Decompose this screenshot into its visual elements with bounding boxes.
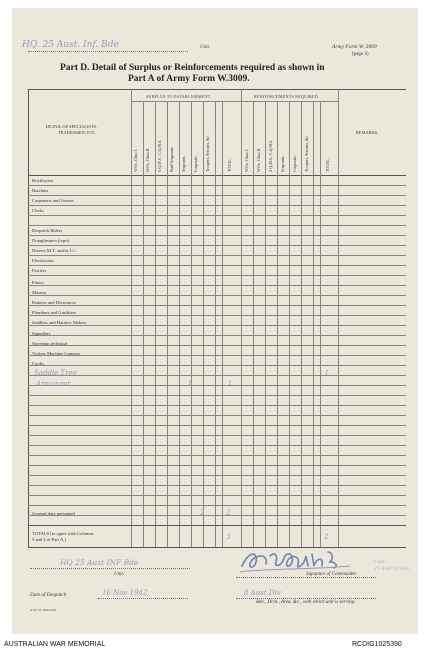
archive-id: RCDIG1025390 (352, 641, 402, 648)
col-line (155, 101, 156, 547)
archive-name: AUSTRALIAN WAR MEMORIAL (4, 641, 106, 648)
row-line (28, 185, 406, 186)
row-line (28, 395, 406, 396)
row-line (28, 295, 406, 296)
unit-label-bottom: Unit. (114, 572, 125, 577)
row-line (28, 365, 406, 366)
row-label-drivers: Drivers M.T. and/or I.C. (32, 248, 77, 253)
row-line (28, 485, 406, 486)
col-line (289, 101, 290, 547)
row-label-fitters: Fitters (32, 280, 44, 285)
col-line (215, 101, 216, 547)
surplus-group-header: SURPLUS TO ESTABLISHMENT. (146, 94, 212, 99)
col-line (320, 101, 321, 547)
row-label-painters: Painters and Decorators (32, 300, 76, 305)
signature-line (236, 577, 376, 578)
col-surplus-corporals: Corporals. (193, 155, 198, 172)
col-line (277, 101, 278, 547)
handwritten-gd-surplus-total: 2 (226, 509, 231, 517)
col-line (241, 89, 242, 547)
handwritten-unit: HQ. 25 Aust. Inf. Bde (22, 40, 119, 50)
row-line (28, 235, 406, 236)
handwritten-tally: 1 (228, 380, 232, 387)
row-label-electricians: Electricians (32, 258, 54, 263)
signature-label: Signature of Commander. (306, 572, 358, 577)
row-label-bricklayers: Bricklayers (32, 178, 54, 183)
row-line (28, 225, 406, 226)
handwritten-row-2: Armourer (36, 380, 71, 388)
row-line (28, 375, 406, 376)
row-line (28, 505, 406, 506)
totals-label-line-2: 3 and 4 of Part A.) (32, 537, 66, 542)
row-line (28, 275, 406, 276)
form-title-line-2: Part A of Army Form W.3009. (128, 74, 250, 84)
header-bottom-rule (28, 175, 406, 176)
detail-header-line-1: DETAIL OF SPECIALISTS, (46, 124, 98, 129)
col-line (222, 101, 223, 547)
detail-header-line-2: TRADESMEN, ETC. (58, 130, 97, 135)
handwritten-tally: 1 (188, 380, 192, 387)
archive-footer (0, 637, 430, 654)
row-line (28, 425, 406, 426)
row-line (28, 335, 406, 336)
row-line (28, 415, 406, 416)
col-surplus-sergeants: Sergeants. (181, 155, 186, 172)
row-label-masons: Masons (32, 290, 47, 295)
col-reinf-troopers: Troopers, Privates, &c. (304, 134, 309, 172)
col-surplus-wo-class-2: W.Os. Class II. (145, 147, 150, 172)
row-label-cooks: Cooks (32, 361, 44, 366)
row-label-general-duty: General duty personnel (32, 511, 75, 516)
row-line (28, 495, 406, 496)
row-line (28, 465, 406, 466)
handwritten-totals-surplus: 3 (226, 533, 231, 541)
col-line (179, 101, 180, 547)
bde-line (236, 598, 376, 599)
row-line (28, 445, 406, 446)
col-surplus-troopers: Troopers, Privates, &c. (205, 134, 210, 172)
col-reinf-sqms: S.Q.M.S.: C.Q.M.S. (268, 139, 273, 172)
col-line (143, 101, 144, 547)
form-title-line-1: Part D. Detail of Surplus or Reinforcements required as shown in (60, 63, 325, 73)
unit-label: Unit. (200, 45, 211, 50)
unit-line (28, 51, 188, 52)
table-top-border (28, 89, 406, 90)
row-line (28, 195, 406, 196)
row-label-signallers: Signallers (32, 331, 51, 336)
row-line (28, 265, 406, 266)
row-line (28, 385, 406, 386)
row-label-saddlers: Saddlers and Harness Makers (32, 320, 87, 325)
row-label-storemen: Storeman technical (32, 341, 68, 346)
row-line (28, 435, 406, 436)
col-line (313, 101, 314, 547)
col-surplus-wo-class-1: W.Os. Class I. (133, 149, 138, 172)
col-line (338, 89, 339, 547)
row-label-vickers-gunners: Vickers Machine Gunners (32, 351, 80, 356)
handwritten-totals-reinforcements: 2 (324, 533, 329, 541)
row-line (28, 305, 406, 306)
row-label-butchers: Butchers (32, 188, 49, 193)
col-line (301, 101, 302, 547)
row-line (28, 255, 406, 256)
col-reinf-total: TOTAL. (325, 158, 330, 172)
row-label-plumbers: Plumbers and Gasfitters (32, 310, 77, 315)
col-line (265, 101, 266, 547)
row-line (28, 345, 406, 346)
row-line (28, 285, 406, 286)
row-line (28, 245, 406, 246)
handwritten-bde-date: 8 Aust Div (244, 589, 281, 597)
col-line (167, 101, 168, 547)
despatch-date-label: Date of Despatch (30, 592, 67, 598)
col-line (131, 89, 132, 547)
form-number: Army Form W. 3009 (332, 44, 377, 50)
handwritten-gd-surplus-value: 2 (200, 509, 205, 517)
col-surplus-staff-sergeants: Staff-Sergeants. (169, 146, 174, 172)
row-label-despatch-riders: Despatch Riders (32, 228, 63, 233)
row-line (28, 475, 406, 476)
col-surplus-sqms: S.Q.M.S.: C.Q.M.S. (157, 139, 162, 172)
row-label-carpenters: Carpenters and Joiners (32, 198, 74, 203)
handwritten-row-1: Saddle Tree (34, 369, 77, 377)
row-label-draughtsmen: Draughtsmen (topo) (32, 238, 70, 243)
row-line (28, 205, 406, 206)
col-line (203, 101, 204, 547)
row-line (28, 405, 406, 406)
date-line (98, 598, 188, 599)
handwritten-despatch-date: 16 Nov 1942 (102, 589, 148, 597)
row-label-clerks: Clerks (32, 208, 44, 213)
row-line (28, 515, 406, 516)
row-label-farriers: Farriers (32, 268, 47, 273)
remarks-header: REMARKS. (356, 130, 379, 135)
col-surplus-total: TOTAL. (227, 158, 232, 172)
totals-label-line-1: TOTALS (to agree with Columns (32, 531, 94, 536)
col-reinf-wo-class-2: W.Os. Class II. (256, 147, 261, 172)
col-reinf-corporals: Corporals. (292, 155, 297, 172)
col-line (191, 101, 192, 547)
col-reinf-wo-class-1: W.Os. Class I. (244, 149, 249, 172)
printer-code: A.W. 2b 10m 6/42 (30, 608, 56, 612)
page-number: (page 2) (352, 52, 369, 57)
row-line (28, 325, 406, 326)
table-left-border (28, 89, 29, 547)
handwritten-rank: Capt. (374, 560, 387, 565)
row-line (28, 315, 406, 316)
col-line (253, 101, 254, 547)
group-header-rule (132, 101, 338, 102)
row-line (28, 525, 406, 526)
row-line (28, 355, 406, 356)
reinforcements-group-header: REINFORCEMENTS REQUIRED. (254, 94, 320, 99)
unit-line-bottom (30, 568, 190, 569)
col-reinf-sergeants: Sergeants. (280, 155, 285, 172)
bde-label: Bde., Divn., Area, &c., with which unit is serving. (256, 600, 356, 605)
row-line (28, 215, 406, 216)
handwritten-formation: 25 Aust Inf Bde (374, 567, 410, 572)
handwritten-unit-bottom: HQ 25 Aust INF Bde (60, 558, 139, 567)
row-line (28, 455, 406, 456)
handwritten-tally: 1 (325, 370, 329, 377)
